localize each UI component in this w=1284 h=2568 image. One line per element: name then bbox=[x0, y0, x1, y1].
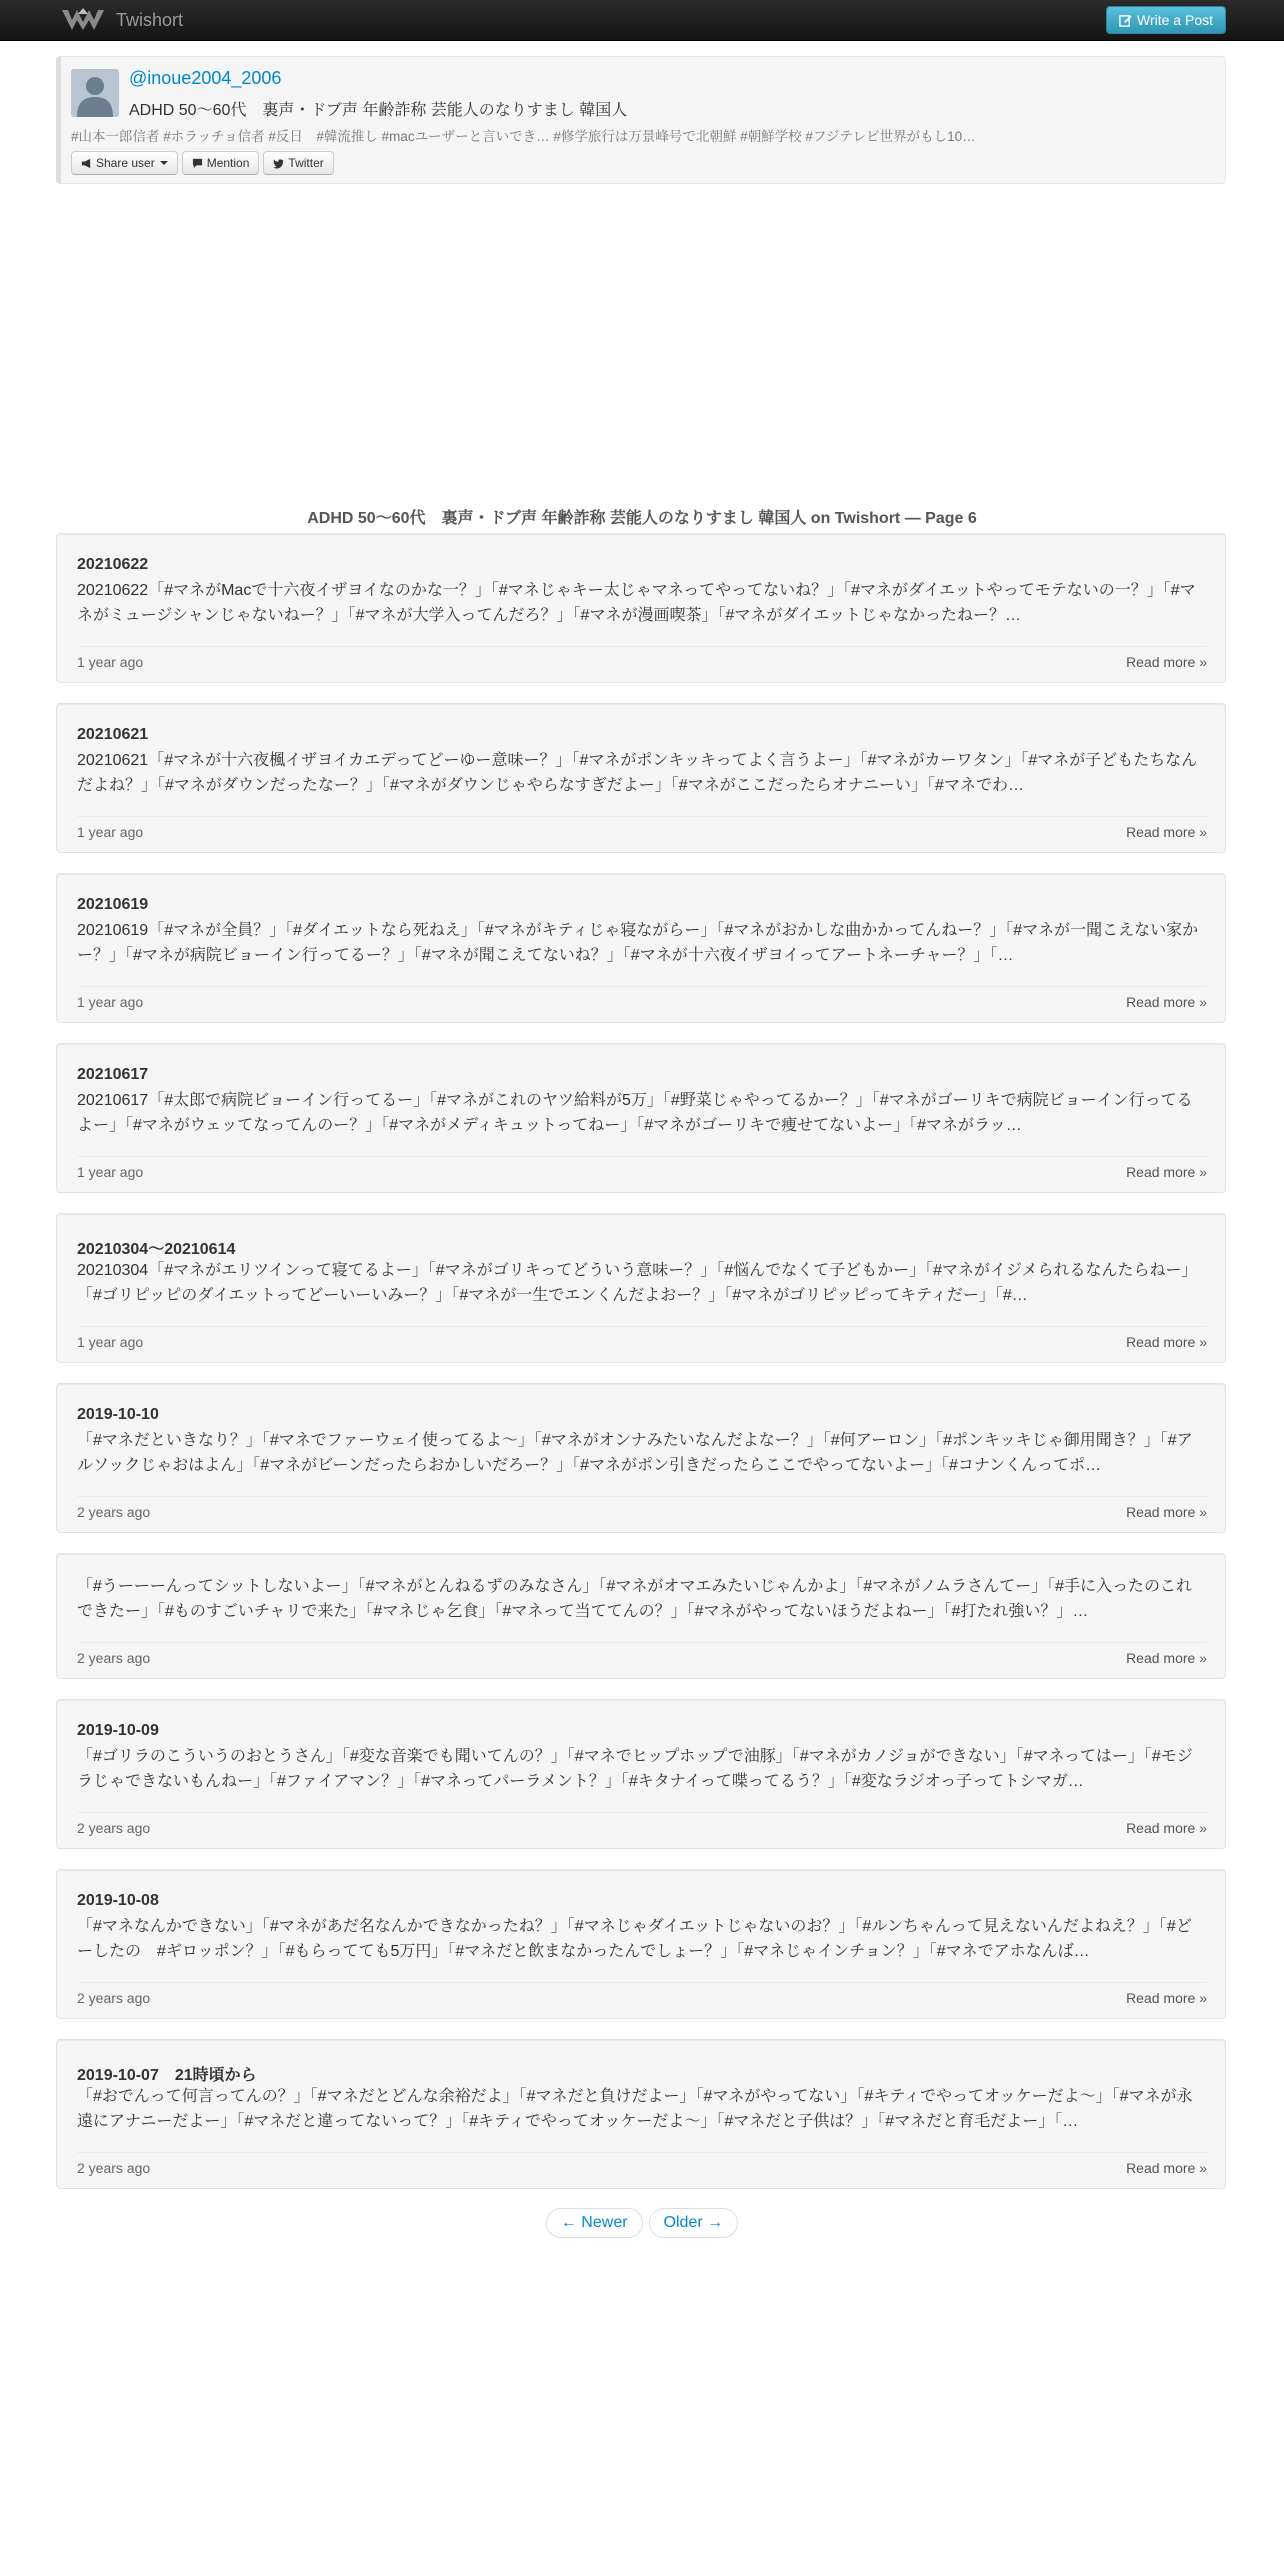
post-age: 2 years ago bbox=[77, 1504, 151, 1520]
post-age: 1 year ago bbox=[77, 1164, 144, 1180]
read-more-link[interactable]: Read more » bbox=[1126, 1820, 1207, 1836]
read-more-link[interactable]: Read more » bbox=[1126, 2160, 1207, 2176]
post-excerpt: 「#マネだといきなり？」「#マネでファーウェイ使ってるよ〜」「#マネがオンナみたいなんだよなー？」「#何アーロン」「#ポンキッキじゃ御用聞き？」「#アルソックじゃおはよん」「#マネがビーンだったらおかしいだろー？」「#マネがポン引きだったらここでやってないよー」「#コナンくんってポ… bbox=[77, 1432, 1193, 1474]
post-card[interactable] bbox=[56, 873, 1226, 1023]
post-age: 2 years ago bbox=[77, 1820, 151, 1836]
write-post-button[interactable] bbox=[1106, 6, 1226, 34]
user-tags: #山本一郎信者 #ホラッチョ信者 #反日 #韓流推し #macユーザーと言いでき… #修学旅行は万景峰号で北朝鮮 #朝鮮学校 #フジテレビ世界がもし10… bbox=[71, 129, 976, 144]
post-card[interactable] bbox=[56, 1699, 1226, 1849]
avatar[interactable] bbox=[71, 69, 119, 117]
post-excerpt: 「#おでんって何言ってんの？」「#マネだとどんな余裕だよ」「#マネだと負けだよー」「#マネがやってない」「#キティでやってオッケーだよ〜」「#マネが永遠にアナニーだよー」「#マネだと違ってないって？」「#キティでやってオッケーだよ〜」「#マネだと子供は？」「#マネだと育毛だよー」「… bbox=[77, 2088, 1193, 2130]
username-link[interactable]: @inoue2004_2006 bbox=[129, 68, 282, 88]
post-card[interactable] bbox=[56, 1869, 1226, 2019]
comment-icon bbox=[192, 158, 203, 169]
mention-label: Mention bbox=[206, 156, 250, 170]
post-title[interactable]: 2019-10-10 bbox=[77, 1406, 159, 1423]
post-title[interactable]: 20210621 bbox=[77, 726, 149, 743]
share-user-button[interactable] bbox=[71, 151, 178, 175]
caret-down-icon bbox=[160, 161, 168, 165]
profile-actions bbox=[71, 151, 334, 175]
post-age: 2 years ago bbox=[77, 1650, 151, 1666]
read-more-link[interactable]: Read more » bbox=[1126, 1650, 1207, 1666]
twishort-logo-icon bbox=[60, 6, 106, 34]
post-age: 1 year ago bbox=[77, 824, 144, 840]
post-card[interactable] bbox=[56, 2039, 1226, 2189]
post-card[interactable] bbox=[56, 703, 1226, 853]
divider bbox=[77, 1496, 1207, 1497]
pagination bbox=[0, 2208, 1284, 2238]
user-bio: ADHD 50～60代 裏声・ドブ声 年齢詐称 芸能人のなりすまし 韓国人 bbox=[129, 102, 628, 119]
post-card[interactable] bbox=[56, 533, 1226, 683]
read-more-link[interactable]: Read more » bbox=[1126, 1164, 1207, 1180]
read-more-link[interactable]: Read more » bbox=[1126, 654, 1207, 670]
post-title[interactable]: 20210304～20210614 bbox=[77, 1241, 236, 1258]
user-profile-panel bbox=[56, 56, 1226, 184]
divider bbox=[77, 816, 1207, 817]
divider bbox=[77, 1982, 1207, 1983]
divider bbox=[77, 986, 1207, 987]
post-age: 2 years ago bbox=[77, 1990, 151, 2006]
read-more-link[interactable]: Read more » bbox=[1126, 1334, 1207, 1350]
divider bbox=[77, 1812, 1207, 1813]
read-more-link[interactable]: Read more » bbox=[1126, 1990, 1207, 2006]
twitter-label: Twitter bbox=[288, 156, 324, 170]
post-title[interactable]: 20210617 bbox=[77, 1066, 149, 1083]
post-card[interactable] bbox=[56, 1383, 1226, 1533]
post-title[interactable]: 20210622 bbox=[77, 556, 149, 573]
post-excerpt: 20210617「#太郎で病院ビョーイン行ってるー」「#マネがこれのヤツ給料が5万」「#野菜じゃやってるかー？」「#マネがゴーリキで病院ビョーイン行ってるよー」「#マネがウェッてなってんのー？」「#マネがメディキュットってねー」「#マネがゴーリキで痩せてないよー」「#マネがラッ… bbox=[77, 1092, 1193, 1134]
post-title[interactable]: 2019-10-08 bbox=[77, 1892, 159, 1909]
divider bbox=[77, 1326, 1207, 1327]
post-age: 1 year ago bbox=[77, 994, 144, 1010]
post-excerpt: 20210621「#マネが十六夜楓イザヨイカエデってどーゆー意味ー？」「#マネがポンキッキってよく言うよー」「#マネがカーワタン」「#マネが子どもたちなんだよね？」「#マネがダウンだったなー？」「#マネがダウンじゃやらなすぎだよー」「#マネがここだったらオナニーい」「#マネでわ… bbox=[77, 752, 1198, 794]
post-age: 1 year ago bbox=[77, 654, 144, 670]
divider bbox=[77, 2152, 1207, 2153]
post-excerpt: 「#うーーーんってシットしないよー」「#マネがとんねるずのみなさん」「#マネがオマエみたいじゃんかよ」「#マネがノムラさんてー」「#手に入ったのこれできたー」「#ものすごいチャリで来た」「#マネじゃ乞食」「#マネって当ててんの？」「#マネがやってないほうだよねー」「#打たれ強い？」… bbox=[77, 1578, 1193, 1620]
post-age: 2 years ago bbox=[77, 2160, 151, 2176]
share-user-label: Share user bbox=[96, 156, 155, 170]
navbar bbox=[0, 0, 1284, 41]
post-excerpt: 20210304「#マネがエリツインって寝てるよー」「#マネがゴリキってどういう意味ー？」「#悩んでなくて子どもかー」「#マネがイジメられるなんたらねー」「#ゴリピッピのダイエットってどーいーいみー？」「#マネが一生でエンくんだよおー？」「#マネがゴリピッピってキティだー」「#… bbox=[77, 1262, 1198, 1304]
post-card[interactable] bbox=[56, 1043, 1226, 1193]
read-more-link[interactable]: Read more » bbox=[1126, 1504, 1207, 1520]
twitter-button[interactable] bbox=[263, 151, 333, 175]
older-page-button[interactable]: Older → bbox=[649, 2208, 739, 2238]
brand-link[interactable] bbox=[60, 6, 183, 34]
post-title[interactable]: 2019-10-07 21時頃から bbox=[77, 2067, 257, 2084]
bullhorn-icon bbox=[81, 158, 92, 169]
post-excerpt: 20210622「#マネがMacで十六夜イザヨイなのかな一？」「#マネじゃキー太じゃマネってやってないね？」「#マネがダイエットやってモテないの一？」「#マネがミュージシャンじゃないねー？」「#マネが大学入ってんだろ？」「#マネが漫画喫茶」「#マネがダイエットじゃなかったねー？… bbox=[77, 582, 1196, 624]
user-silhouette-icon bbox=[71, 69, 119, 117]
mention-button[interactable] bbox=[182, 151, 260, 175]
divider bbox=[77, 1642, 1207, 1643]
read-more-link[interactable]: Read more » bbox=[1126, 994, 1207, 1010]
post-age: 1 year ago bbox=[77, 1334, 144, 1350]
write-post-label: Write a Post bbox=[1137, 12, 1213, 28]
divider bbox=[77, 646, 1207, 647]
post-excerpt: 「#マネなんかできない」「#マネがあだ名なんかできなかったね？」「#マネじゃダイエットじゃないのお？」「#ルンちゃんって見えないんだよねえ？」「#どーしたの #ギロッポン？」「#もらってても5万円」「#マネだと飲まなかったんでしょー？」「#マネじゃインチョン？」「#マネでアホなんば… bbox=[77, 1918, 1192, 1960]
edit-icon bbox=[1119, 14, 1132, 27]
page-title: ADHD 50～60代 裏声・ドブ声 年齢詐称 芸能人のなりすまし 韓国人 on Twishort — Page 6 bbox=[307, 510, 977, 527]
read-more-link[interactable]: Read more » bbox=[1126, 824, 1207, 840]
brand-name: Twishort bbox=[116, 9, 184, 30]
newer-page-button[interactable]: ← Newer bbox=[546, 2208, 643, 2238]
post-card[interactable] bbox=[56, 1213, 1226, 1363]
post-card[interactable] bbox=[56, 1553, 1226, 1679]
divider bbox=[77, 1156, 1207, 1157]
post-title[interactable]: 20210619 bbox=[77, 896, 149, 913]
post-excerpt: 20210619「#マネが全員？」「#ダイエットなら死ねえ」「#マネがキティじゃ寝ながらー」「#マネがおかしな曲かかってんねー？」「#マネが一聞こえない家かー？」「#マネが病院ビョーイン行ってるー？」「#マネが聞こえてないね？」「#マネが十六夜イザヨイってアートネーチャー？」「… bbox=[77, 922, 1199, 964]
post-title[interactable]: 2019-10-09 bbox=[77, 1722, 159, 1739]
post-excerpt: 「#ゴリラのこういうのおとうさん」「#変な音楽でも聞いてんの？」「#マネでヒップホップで油豚」「#マネがカノジョができない」「#マネってはー」「#モジラじゃできないもんねー」「#ファイアマン？」「#マネってパーラメント？」「#キタナイって喋ってるう？」「#変なラジオっ子ってトシマガ… bbox=[77, 1748, 1193, 1790]
twitter-bird-icon bbox=[273, 158, 284, 169]
